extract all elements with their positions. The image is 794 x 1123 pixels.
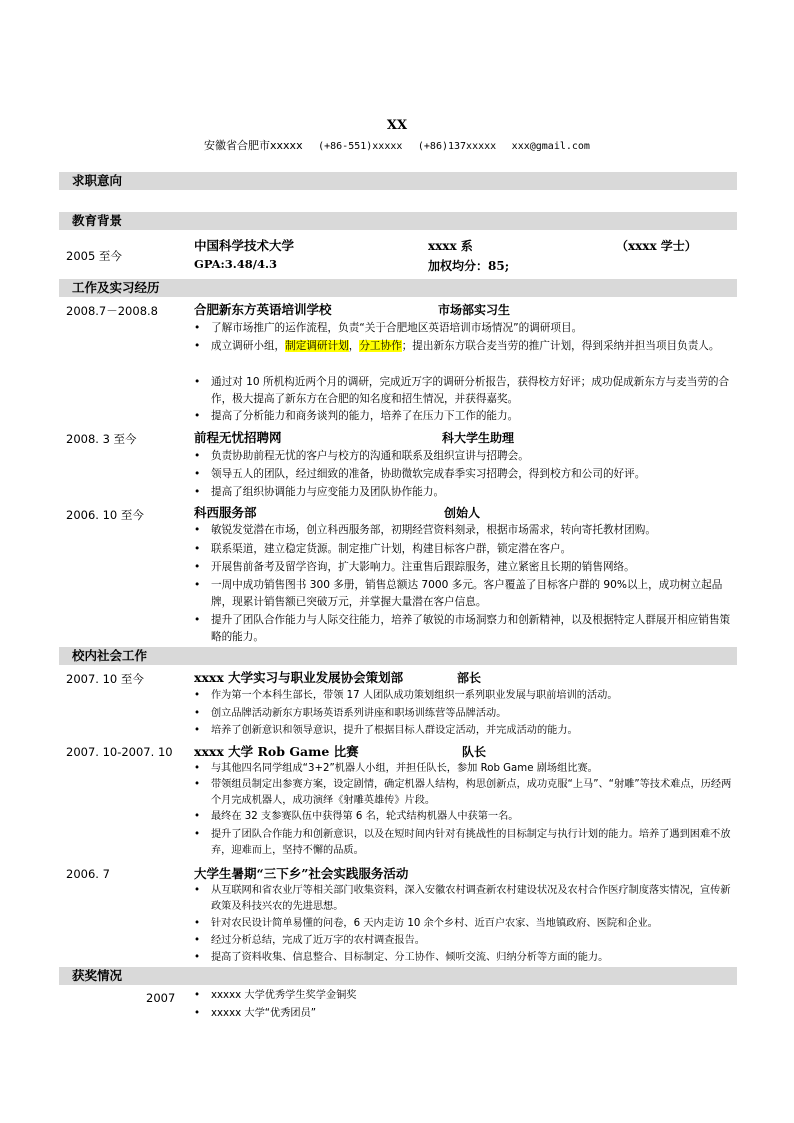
weighted-score: 加权均分：85; — [428, 259, 510, 273]
work-date: 2006. 10 至今 — [66, 508, 144, 522]
list-item: • 培养了创新意识和领导意识，提升了根据目标人群设定活动，并完成活动的能力。 — [194, 723, 734, 739]
department: xxxx 系 — [428, 239, 473, 253]
list-item: • 开展售前备考及留学咨询，扩大影响力。注重售后跟踪服务，建立紧密且长期的销售网络。 — [194, 559, 734, 576]
list-item: • xxxxx 大学“优秀团员” — [194, 1006, 734, 1022]
section-work: 工作及实习经历 — [59, 279, 737, 297]
campus-date: 2007. 10 至今 — [66, 672, 144, 686]
email: xxx@gmail.com — [511, 141, 590, 152]
list-item: • 作为第一个本科生部长，带领 17 人团队成功策划组织一系列职业发展与职前培训的活动。 — [194, 688, 734, 704]
list-item: • 最终在 32 支参赛队伍中获得第 6 名，轮式结构机器人中获第一名。 — [194, 809, 734, 825]
list-item: • 敏锐发觉潜在市场，创立科西服务部，初期经营资料刻录，根据市场需求，转向寄托教材团购。 — [194, 522, 734, 539]
gpa: GPA:3.48/4.3 — [194, 257, 278, 271]
address: 安徽省合肥市xxxxx — [204, 139, 303, 152]
list-item: • 通过对 10 所机构近两个月的调研，完成近万字的调研分析报告，获得校方好评；成功促成新东方与麦当劳的合作，极大提高了新东方在合肥的知名度和招生情况，并获得嘉奖。 — [194, 374, 734, 408]
list-item: • 提高了资料收集、信息整合、目标制定、分工协作、倾听交流、归纳分析等方面的能力。 — [194, 950, 734, 966]
list-item: • 与其他四名同学组成“3+2”机器人小组，并担任队长，参加 Rob Game 剧场组比赛。 — [194, 761, 734, 777]
degree: （xxxx 学士） — [616, 239, 697, 253]
list-item: • 负责协助前程无忧的客户与校方的沟通和联系及组织宣讲与招聘会。 — [194, 448, 734, 465]
list-item: • xxxxx 大学优秀学生奖学金铜奖 — [194, 988, 734, 1004]
school-name: 中国科学技术大学 — [194, 238, 295, 253]
section-campus: 校内社会工作 — [59, 647, 737, 665]
award-year: 2007 — [146, 991, 176, 1005]
list-item: • 一周中成功销售图书 300 多册，销售总额达 7000 多元。客户覆盖了目标客户群的 90%以上，成功树立起品牌，现累计销售额已突破万元，并掌握大量潜在客户信息。 — [194, 577, 734, 611]
list-item: • 提升了团队合作能力和创新意识，以及在短时间内针对有挑战性的目标制定与执行计划的能力。培养了遇到困难不放弃，迎难而上，坚持不懈的品质。 — [194, 827, 734, 858]
list-item: • 提高了分析能力和商务谈判的能力，培养了在压力下工作的能力。 — [194, 408, 734, 425]
list-item: • 了解市场推广的运作流程，负责“关于合肥地区英语培训市场情况”的调研项目。 — [194, 320, 734, 337]
highlight: 制定调研计划 — [285, 340, 349, 352]
list-item: • 从互联网和省农业厅等相关部门收集资料，深入安徽农村调查新农村建设状况及农村合作医疗制度落实情况，宣传新政策及科技兴农的先进思想。 — [194, 883, 734, 914]
section-objective: 求职意向 — [59, 172, 737, 190]
list-item: • 联系渠道，建立稳定货源。制定推广计划，构建目标客户群，锁定潜在客户。 — [194, 541, 734, 558]
work-org: 前程无忧招聘网 — [194, 430, 282, 445]
list-item: • 针对农民设计简单易懂的问卷，6 天内走访 10 余个乡村、近百户农家、当地镇政府、医院和企业。 — [194, 916, 734, 932]
campus-org: xxxx 大学 Rob Game 比赛 — [194, 744, 359, 759]
work-role: 科大学生助理 — [442, 431, 515, 445]
education-date: 2005 至今 — [66, 249, 122, 263]
campus-org: 大学生暑期“三下乡”社会实践服务活动 — [194, 866, 409, 881]
campus-role: 部长 — [457, 671, 482, 685]
campus-org: xxxx 大学实习与职业发展协会策划部 — [194, 670, 404, 685]
work-org: 科西服务部 — [194, 505, 257, 520]
campus-role: 队长 — [462, 745, 487, 759]
section-awards: 获奖情况 — [59, 967, 737, 985]
mobile: (+86)137xxxxx — [417, 141, 497, 152]
resume-name: XX — [386, 118, 408, 133]
section-education: 教育背景 — [59, 212, 737, 230]
contact-line — [0, 137, 794, 153]
list-item: • 成立调研小组，制定调研计划，分工协作；提出新东方联合麦当劳的推广计划，得到采纳并担当项目负责人。 — [194, 338, 734, 355]
list-item: • 领导五人的团队，经过细致的准备，协助微软完成春季实习招聘会，得到校方和公司的好评。 — [194, 466, 734, 483]
work-role: 创始人 — [444, 506, 481, 520]
work-date: 2008. 3 至今 — [66, 432, 137, 446]
work-date: 2008.7－2008.8 — [66, 304, 158, 318]
campus-date: 2006. 7 — [66, 867, 110, 881]
list-item: • 提升了团队合作能力与人际交往能力，培养了敏锐的市场洞察力和创新精神，以及根据特定人群展开相应销售策略的能力。 — [194, 612, 734, 646]
phone: (+86-551)xxxxx — [318, 141, 403, 152]
work-role: 市场部实习生 — [438, 303, 511, 317]
list-item: • 提高了组织协调能力与应变能力及团队协作能力。 — [194, 484, 734, 501]
list-item: • 带领组员制定出参赛方案，设定剧情，确定机器人结构，构思创新点，成功克服“上马”、“射雕”等技术难点，历经两个月完成机器人，成功演绎《射雕英雄传》片段。 — [194, 777, 734, 808]
highlight: 分工协作 — [359, 340, 402, 352]
list-item: • 经过分析总结，完成了近万字的农村调查报告。 — [194, 933, 734, 949]
campus-date: 2007. 10-2007. 10 — [66, 745, 173, 759]
list-item: • 创立品牌活动新东方职场英语系列讲座和职场训练营等品牌活动。 — [194, 706, 734, 722]
work-org: 合肥新东方英语培训学校 — [194, 302, 332, 317]
